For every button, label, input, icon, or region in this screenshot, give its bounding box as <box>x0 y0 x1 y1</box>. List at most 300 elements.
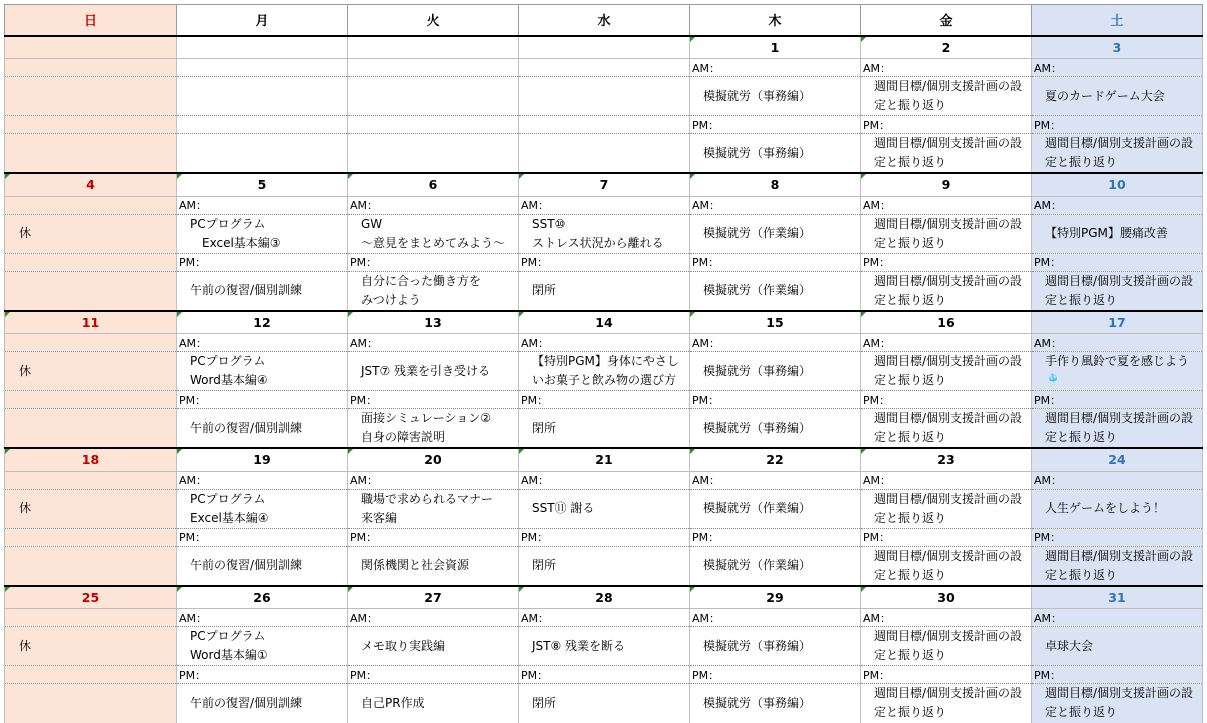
date-cell-tue[interactable] <box>348 311 519 334</box>
am-label-cell[interactable] <box>690 334 861 352</box>
pm-label-cell[interactable] <box>519 666 690 684</box>
am-label-cell[interactable] <box>519 471 690 489</box>
date-number: 31 <box>1108 589 1126 605</box>
am-schedule-cell-tue[interactable] <box>348 489 519 528</box>
pm-label: PM： <box>863 256 891 269</box>
pm-label-cell[interactable] <box>177 116 348 134</box>
pm-label-cell[interactable] <box>177 253 348 271</box>
am-label-cell[interactable] <box>861 59 1032 77</box>
date-number: 24 <box>1108 452 1126 468</box>
am-label-cell[interactable] <box>5 609 177 627</box>
am-label-row <box>5 609 1203 627</box>
pm-schedule-cell-wed[interactable] <box>519 271 690 311</box>
date-cell-mon[interactable] <box>177 173 348 196</box>
pm-content-row <box>5 684 1203 723</box>
pm-schedule-cell-thu[interactable] <box>690 684 861 723</box>
am-label-cell[interactable] <box>1032 196 1203 214</box>
date-cell-fri[interactable] <box>861 173 1032 196</box>
pm-schedule-cell-tue[interactable] <box>348 546 519 586</box>
schedule-text-line: 閉所 <box>532 558 557 572</box>
am-schedule-cell-fri[interactable] <box>861 489 1032 528</box>
date-cell-thu[interactable] <box>690 311 861 334</box>
date-number: 19 <box>253 452 271 468</box>
pm-label-cell[interactable] <box>690 253 861 271</box>
am-label-cell[interactable] <box>519 334 690 352</box>
schedule-text-line: 週間目標/個別支援計画の設 <box>874 79 1023 93</box>
pm-schedule-cell-fri[interactable] <box>861 684 1032 723</box>
am-label-cell[interactable] <box>5 196 177 214</box>
date-cell-wed[interactable] <box>519 311 690 334</box>
pm-label: PM： <box>692 256 720 269</box>
schedule-text-line: 週間目標/個別支援計画の設 <box>1045 686 1194 701</box>
am-label: AM： <box>863 199 892 212</box>
pm-schedule-cell-tue[interactable] <box>348 684 519 723</box>
am-label: AM： <box>863 336 892 350</box>
am-label-cell[interactable] <box>348 196 519 214</box>
schedule-text-line: Word基本編④ <box>190 373 268 387</box>
date-cell-wed[interactable] <box>519 36 690 59</box>
week-date-row <box>5 311 1203 334</box>
am-label-cell[interactable] <box>348 334 519 352</box>
pm-schedule-cell-thu[interactable] <box>690 546 861 586</box>
am-label: AM： <box>179 336 208 350</box>
am-schedule-cell-thu[interactable] <box>690 627 861 666</box>
am-schedule-cell-wed[interactable] <box>519 214 690 253</box>
schedule-text-line: 週間目標/個別支援計画の設 <box>1045 136 1194 150</box>
weekday-header-fri[interactable]: 金 <box>861 5 1032 36</box>
comment-marker-icon <box>690 37 695 42</box>
am-label-cell[interactable] <box>1032 59 1203 77</box>
date-cell-tue[interactable] <box>348 448 519 471</box>
am-schedule-cell-fri[interactable] <box>861 352 1032 391</box>
am-label-cell[interactable] <box>861 471 1032 489</box>
pm-label: PM： <box>692 393 720 407</box>
pm-schedule-cell-sun[interactable] <box>5 546 177 586</box>
week-date-row <box>5 586 1203 609</box>
am-label-cell[interactable] <box>177 609 348 627</box>
pm-label-cell[interactable] <box>690 666 861 684</box>
pm-label-cell[interactable] <box>690 116 861 134</box>
schedule-text-line: ～意見をまとめてみよう～ <box>361 235 506 250</box>
date-cell-tue[interactable] <box>348 586 519 609</box>
schedule-text-line: Word基本編① <box>190 648 268 662</box>
am-label-cell[interactable] <box>348 471 519 489</box>
date-cell-fri[interactable] <box>861 36 1032 59</box>
pm-schedule-cell-mon[interactable] <box>177 134 348 174</box>
comment-marker-icon <box>519 174 524 179</box>
pm-label-cell[interactable] <box>348 116 519 134</box>
am-label: AM： <box>350 474 379 487</box>
pm-schedule-cell-mon[interactable] <box>177 409 348 449</box>
schedule-text-line: 人生ゲームをしよう！ <box>1045 501 1166 515</box>
holiday-label: 休 <box>19 501 32 515</box>
pm-label-cell[interactable] <box>177 528 348 546</box>
comment-marker-icon <box>348 587 353 592</box>
pm-label-cell[interactable] <box>690 391 861 409</box>
schedule-text-line: 定と振り返り <box>874 235 947 250</box>
pm-schedule-cell-mon[interactable] <box>177 271 348 311</box>
pm-label-cell[interactable] <box>177 666 348 684</box>
am-label-cell[interactable] <box>5 334 177 352</box>
am-label: AM： <box>692 199 721 212</box>
comment-marker-icon <box>177 587 182 592</box>
am-label-cell[interactable] <box>519 609 690 627</box>
am-schedule-cell-sun[interactable] <box>5 214 177 253</box>
am-schedule-cell-sat[interactable] <box>1032 77 1203 116</box>
pm-schedule-cell-thu[interactable] <box>690 409 861 449</box>
pm-label-cell[interactable] <box>861 528 1032 546</box>
pm-label-row <box>5 391 1203 409</box>
date-cell-sat[interactable] <box>1032 36 1203 59</box>
comment-marker-icon <box>348 449 353 454</box>
am-label: AM： <box>863 61 892 75</box>
pm-label-cell[interactable] <box>861 666 1032 684</box>
date-number: 12 <box>253 314 271 330</box>
pm-label-cell[interactable] <box>177 391 348 409</box>
pm-label-cell[interactable] <box>5 528 177 546</box>
pm-label-cell[interactable] <box>519 528 690 546</box>
pm-label-cell[interactable] <box>1032 391 1203 409</box>
pm-label-row <box>5 528 1203 546</box>
pm-schedule-cell-mon[interactable] <box>177 546 348 586</box>
am-schedule-cell-mon[interactable] <box>177 214 348 253</box>
am-schedule-cell-fri[interactable] <box>861 627 1032 666</box>
am-label-cell[interactable] <box>1032 334 1203 352</box>
weekday-header-sun[interactable]: 日 <box>5 5 177 36</box>
am-label-cell[interactable] <box>861 196 1032 214</box>
am-content-row <box>5 214 1203 253</box>
date-cell-thu[interactable] <box>690 448 861 471</box>
holiday-label: 休 <box>19 363 32 378</box>
pm-schedule-cell-fri[interactable] <box>861 134 1032 174</box>
pm-schedule-cell-sat[interactable] <box>1032 684 1203 723</box>
pm-label-cell[interactable] <box>1032 253 1203 271</box>
schedule-text-line: 定と振り返り <box>874 510 947 525</box>
pm-label-cell[interactable] <box>690 528 861 546</box>
schedule-text-line: 定と振り返り <box>874 430 947 444</box>
am-schedule-cell-sat[interactable] <box>1032 627 1203 666</box>
am-label-cell[interactable] <box>861 334 1032 352</box>
comment-marker-icon <box>690 174 695 179</box>
am-label: AM： <box>863 611 892 625</box>
pm-label: PM： <box>350 668 378 682</box>
pm-schedule-cell-sun[interactable] <box>5 134 177 174</box>
date-number: 27 <box>424 589 442 605</box>
date-number: 25 <box>81 589 100 605</box>
am-label-cell[interactable] <box>1032 471 1203 489</box>
pm-schedule-cell-wed[interactable] <box>519 409 690 449</box>
comment-marker-icon <box>5 174 10 179</box>
date-cell-tue[interactable] <box>348 173 519 196</box>
pm-schedule-cell-sat[interactable] <box>1032 409 1203 449</box>
pm-schedule-cell-sat[interactable] <box>1032 134 1203 174</box>
date-cell-sun[interactable] <box>5 173 177 196</box>
am-label-cell[interactable] <box>690 59 861 77</box>
date-cell-mon[interactable] <box>177 311 348 334</box>
weekday-header-wed[interactable]: 水 <box>519 5 690 36</box>
pm-label: PM： <box>863 668 891 682</box>
am-schedule-cell-tue[interactable] <box>348 77 519 116</box>
schedule-text-line: 模擬就労（事務編） <box>703 145 812 160</box>
pm-label: PM： <box>692 531 720 544</box>
am-schedule-cell-mon[interactable] <box>177 627 348 666</box>
am-schedule-cell-wed[interactable] <box>519 352 690 391</box>
date-cell-thu[interactable] <box>690 586 861 609</box>
am-schedule-cell-tue[interactable] <box>348 627 519 666</box>
comment-marker-icon <box>690 312 695 317</box>
schedule-text-line: 自己PR作成 <box>361 695 425 710</box>
schedule-text-line: 模擬就労（事務編） <box>703 638 812 653</box>
weekday-header-mon[interactable]: 月 <box>177 5 348 36</box>
am-schedule-cell-thu[interactable] <box>690 77 861 116</box>
date-number: 6 <box>428 177 438 193</box>
date-number: 1 <box>770 39 780 55</box>
weekday-header-sat[interactable]: 土 <box>1032 5 1203 36</box>
pm-schedule-cell-sat[interactable] <box>1032 271 1203 311</box>
pm-schedule-cell-sat[interactable] <box>1032 546 1203 586</box>
pm-schedule-cell-tue[interactable] <box>348 271 519 311</box>
pm-label-cell[interactable] <box>5 666 177 684</box>
am-label: AM： <box>1034 199 1063 212</box>
pm-label-cell[interactable] <box>861 253 1032 271</box>
am-schedule-cell-sun[interactable] <box>5 352 177 391</box>
am-label-cell[interactable] <box>861 609 1032 627</box>
am-label-cell[interactable] <box>5 471 177 489</box>
date-cell-mon[interactable] <box>177 36 348 59</box>
am-label: AM： <box>521 336 550 350</box>
schedule-text-line: 🎐 <box>1045 373 1060 387</box>
pm-schedule-cell-sun[interactable] <box>5 684 177 723</box>
schedule-text-line: ストレス状況から離れる <box>532 235 664 250</box>
comment-marker-icon <box>861 37 866 42</box>
am-schedule-cell-sat[interactable] <box>1032 214 1203 253</box>
pm-label: PM： <box>692 118 720 132</box>
pm-label-cell[interactable] <box>348 666 519 684</box>
am-label-cell[interactable] <box>690 196 861 214</box>
date-number: 8 <box>770 177 780 193</box>
am-label-cell[interactable] <box>690 471 861 489</box>
pm-schedule-cell-fri[interactable] <box>861 546 1032 586</box>
schedule-text-line: 模擬就労（作業編） <box>703 558 812 572</box>
pm-label: PM： <box>863 393 891 407</box>
date-cell-fri[interactable] <box>861 311 1032 334</box>
am-label-cell[interactable] <box>348 59 519 77</box>
am-content-row <box>5 489 1203 528</box>
schedule-text-line: 定と振り返り <box>874 567 947 582</box>
schedule-text-line: 午前の復習/個別訓練 <box>190 695 303 710</box>
am-schedule-cell-sun[interactable] <box>5 77 177 116</box>
am-label-cell[interactable] <box>690 609 861 627</box>
date-cell-sat[interactable] <box>1032 586 1203 609</box>
am-schedule-cell-tue[interactable] <box>348 352 519 391</box>
am-schedule-cell-wed[interactable] <box>519 489 690 528</box>
pm-label-cell[interactable] <box>519 253 690 271</box>
am-content-row <box>5 352 1203 391</box>
am-label-row <box>5 196 1203 214</box>
am-schedule-cell-mon[interactable] <box>177 77 348 116</box>
pm-label-cell[interactable] <box>1032 528 1203 546</box>
am-label-cell[interactable] <box>5 59 177 77</box>
pm-label: PM： <box>350 256 378 269</box>
date-cell-fri[interactable] <box>861 448 1032 471</box>
weekday-header-thu[interactable]: 木 <box>690 5 861 36</box>
pm-label: PM： <box>521 531 549 544</box>
schedule-text-line: 閉所 <box>532 420 557 435</box>
date-cell-mon[interactable] <box>177 448 348 471</box>
am-schedule-cell-sun[interactable] <box>5 627 177 666</box>
pm-schedule-cell-tue[interactable] <box>348 409 519 449</box>
pm-label-cell[interactable] <box>519 116 690 134</box>
date-cell-sat[interactable] <box>1032 173 1203 196</box>
am-schedule-cell-mon[interactable] <box>177 352 348 391</box>
am-label: AM： <box>350 611 379 625</box>
am-content-row <box>5 627 1203 666</box>
comment-marker-icon <box>177 174 182 179</box>
am-label-cell[interactable] <box>1032 609 1203 627</box>
comment-marker-icon <box>690 449 695 454</box>
date-number: 15 <box>766 314 784 330</box>
date-number: 21 <box>595 452 613 468</box>
date-cell-wed[interactable] <box>519 173 690 196</box>
pm-label: PM： <box>350 531 378 544</box>
schedule-text-line: 週間目標/個別支援計画の設 <box>874 629 1023 643</box>
pm-schedule-cell-fri[interactable] <box>861 271 1032 311</box>
pm-label-cell[interactable] <box>5 253 177 271</box>
schedule-text-line: 手作り風鈴で夏を感じよう <box>1045 354 1190 368</box>
comment-marker-icon <box>519 449 524 454</box>
date-number: 4 <box>86 177 95 193</box>
date-number: 16 <box>937 314 955 330</box>
weekday-header-tue[interactable]: 火 <box>348 5 519 36</box>
am-schedule-cell-tue[interactable] <box>348 214 519 253</box>
date-cell-sat[interactable] <box>1032 311 1203 334</box>
schedule-text-line: 【特別PGM】腰痛改善 <box>1045 226 1168 240</box>
date-cell-mon[interactable] <box>177 586 348 609</box>
pm-label: PM： <box>179 668 207 682</box>
am-schedule-cell-thu[interactable] <box>690 214 861 253</box>
date-cell-tue[interactable] <box>348 36 519 59</box>
am-schedule-cell-fri[interactable] <box>861 77 1032 116</box>
date-number: 22 <box>766 452 784 468</box>
schedule-text-line: 週間目標/個別支援計画の設 <box>874 548 1023 563</box>
schedule-text-line: 定と振り返り <box>874 292 947 307</box>
date-cell-fri[interactable] <box>861 586 1032 609</box>
pm-label-cell[interactable] <box>5 391 177 409</box>
am-label: AM： <box>1034 474 1063 487</box>
date-cell-wed[interactable] <box>519 448 690 471</box>
schedule-text-line: 定と振り返り <box>874 373 947 387</box>
am-label-cell[interactable] <box>519 196 690 214</box>
am-schedule-cell-mon[interactable] <box>177 489 348 528</box>
pm-schedule-cell-wed[interactable] <box>519 546 690 586</box>
pm-schedule-cell-wed[interactable] <box>519 134 690 174</box>
pm-schedule-cell-wed[interactable] <box>519 684 690 723</box>
date-number: 23 <box>937 452 955 468</box>
date-cell-sun[interactable] <box>5 36 177 59</box>
pm-label: PM： <box>521 393 549 407</box>
pm-label: PM： <box>863 118 891 132</box>
comment-marker-icon <box>690 587 695 592</box>
schedule-text-line: SST⑪ 謝る <box>532 501 595 515</box>
pm-label-cell[interactable] <box>1032 116 1203 134</box>
comment-marker-icon <box>177 312 182 317</box>
am-label: AM： <box>692 336 721 350</box>
am-label-cell[interactable] <box>348 609 519 627</box>
date-cell-sun[interactable] <box>5 311 177 334</box>
am-schedule-cell-sat[interactable] <box>1032 352 1203 391</box>
schedule-text-line: メモ取り実践編 <box>361 638 446 653</box>
pm-schedule-cell-fri[interactable] <box>861 409 1032 449</box>
schedule-text-line: いお菓子と飲み物の選び方 <box>532 373 677 387</box>
pm-schedule-cell-thu[interactable] <box>690 134 861 174</box>
schedule-text-line: 週間目標/個別支援計画の設 <box>1045 548 1194 563</box>
pm-label-cell[interactable] <box>861 391 1032 409</box>
pm-label: PM： <box>1034 393 1062 407</box>
am-label: AM： <box>179 474 208 487</box>
am-schedule-cell-wed[interactable] <box>519 77 690 116</box>
schedule-text-line: 定と振り返り <box>1045 155 1118 169</box>
pm-label-cell[interactable] <box>519 391 690 409</box>
am-label: AM： <box>1034 611 1063 625</box>
am-schedule-cell-wed[interactable] <box>519 627 690 666</box>
comment-marker-icon <box>519 587 524 592</box>
pm-label-cell[interactable] <box>348 528 519 546</box>
pm-label-cell[interactable] <box>5 116 177 134</box>
pm-label-cell[interactable] <box>861 116 1032 134</box>
date-cell-sun[interactable] <box>5 586 177 609</box>
am-label-cell[interactable] <box>177 334 348 352</box>
pm-schedule-cell-sun[interactable] <box>5 409 177 449</box>
pm-schedule-cell-mon[interactable] <box>177 684 348 723</box>
date-number: 18 <box>81 452 100 468</box>
pm-schedule-cell-thu[interactable] <box>690 271 861 311</box>
comment-marker-icon <box>5 587 10 592</box>
pm-label-cell[interactable] <box>1032 666 1203 684</box>
pm-schedule-cell-tue[interactable] <box>348 134 519 174</box>
schedule-text-line: 自身の障害説明 <box>361 430 446 444</box>
pm-label: PM： <box>1034 256 1062 269</box>
am-schedule-cell-thu[interactable] <box>690 352 861 391</box>
am-schedule-cell-thu[interactable] <box>690 489 861 528</box>
am-label-row <box>5 471 1203 489</box>
schedule-text-line: 模擬就労（事務編） <box>703 420 812 435</box>
date-cell-sun[interactable] <box>5 448 177 471</box>
date-cell-thu[interactable] <box>690 36 861 59</box>
am-schedule-cell-sun[interactable] <box>5 489 177 528</box>
am-label-cell[interactable] <box>177 196 348 214</box>
date-cell-wed[interactable] <box>519 586 690 609</box>
date-cell-sat[interactable] <box>1032 448 1203 471</box>
am-label-cell[interactable] <box>177 59 348 77</box>
holiday-label: 休 <box>19 638 32 653</box>
pm-label-cell[interactable] <box>348 253 519 271</box>
am-schedule-cell-sat[interactable] <box>1032 489 1203 528</box>
schedule-text-line: 閉所 <box>532 283 557 297</box>
pm-schedule-cell-sun[interactable] <box>5 271 177 311</box>
schedule-text-line: 週間目標/個別支援計画の設 <box>874 273 1023 288</box>
schedule-text-line: 夏のカードゲーム大会 <box>1045 88 1165 103</box>
pm-content-row <box>5 134 1203 174</box>
date-number: 30 <box>937 589 955 605</box>
comment-marker-icon <box>861 174 866 179</box>
am-schedule-cell-fri[interactable] <box>861 214 1032 253</box>
comment-marker-icon <box>861 587 866 592</box>
date-cell-thu[interactable] <box>690 173 861 196</box>
am-label-cell[interactable] <box>177 471 348 489</box>
am-label-cell[interactable] <box>519 59 690 77</box>
comment-marker-icon <box>519 312 524 317</box>
pm-label-cell[interactable] <box>348 391 519 409</box>
